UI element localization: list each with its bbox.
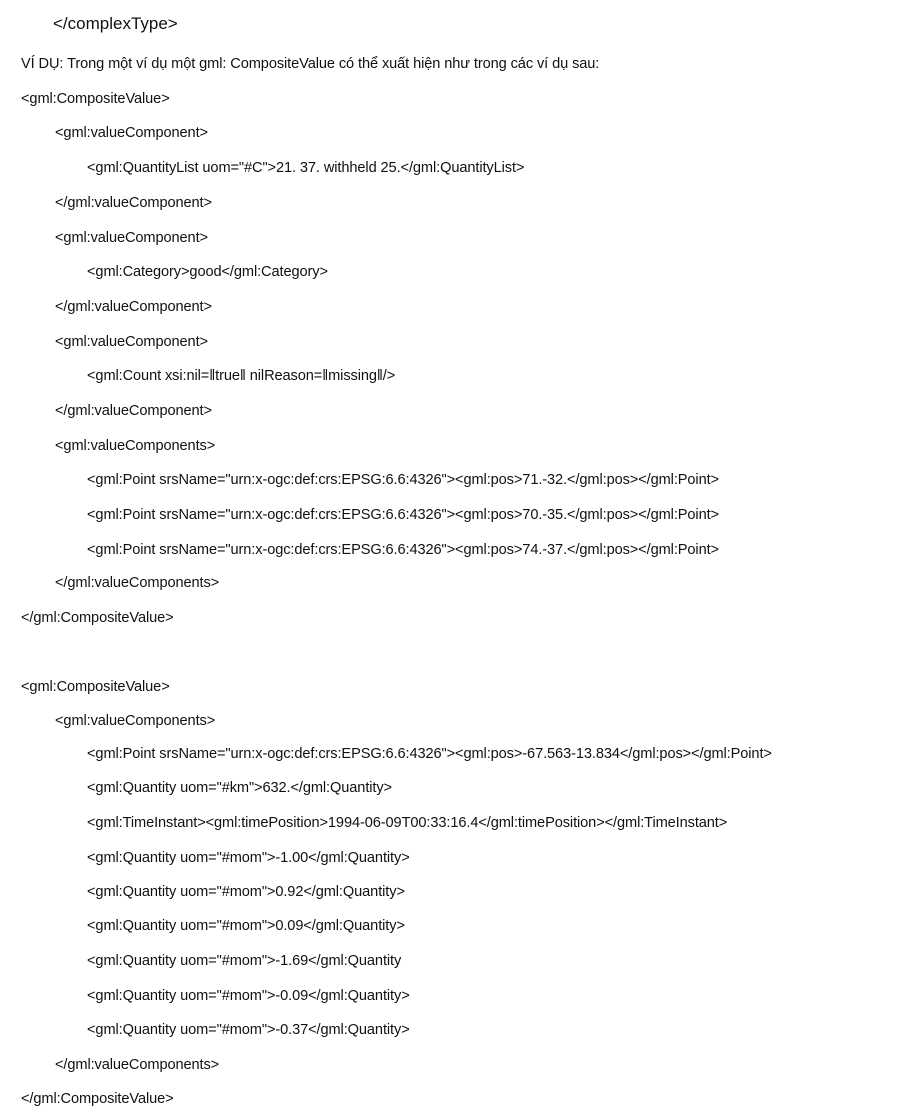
code-line: <gml:valueComponents>	[55, 713, 216, 729]
code-line: <gml:Quantity uom="#mom">-1.69</gml:Quantity	[87, 953, 402, 969]
example-intro-text: VÍ DỤ: Trong một ví dụ một gml: CompositeValue có thể xuất hiện như trong các ví dụ sau:	[21, 56, 600, 72]
code-line: <gml:valueComponent>	[55, 334, 208, 350]
code-line: </gml:valueComponents>	[55, 1057, 220, 1073]
code-line: </gml:valueComponents>	[55, 575, 220, 591]
code-line: <gml:valueComponent>	[55, 125, 208, 141]
code-line: <gml:Quantity uom="#mom">-1.00</gml:Quantity>	[87, 850, 410, 866]
code-line: <gml:Category>good</gml:Category>	[87, 264, 328, 280]
code-line: <gml:Quantity uom="#mom">0.92</gml:Quantity>	[87, 884, 405, 900]
code-line: <gml:TimeInstant><gml:timePosition>1994-06-09T00:33:16.4</gml:timePosition></gml:TimeInstant>	[87, 815, 728, 831]
code-line: <gml:Quantity uom="#mom">0.09</gml:Quantity>	[87, 918, 405, 934]
code-line: <gml:Quantity uom="#mom">-0.37</gml:Quantity>	[87, 1022, 410, 1038]
code-line: <gml:Point srsName="urn:x-ogc:def:crs:EPSG:6.6:4326"><gml:pos>71.-32.</gml:pos></gml:Point>	[87, 472, 719, 488]
code-line: </gml:CompositeValue>	[21, 1091, 174, 1107]
code-line: <gml:QuantityList uom="#C">21. 37. withheld 25.</gml:QuantityList>	[87, 160, 525, 176]
code-line: <gml:CompositeValue>	[21, 91, 170, 107]
code-line: <gml:Quantity uom="#mom">-0.09</gml:Quantity>	[87, 988, 410, 1004]
code-line: </gml:valueComponent>	[55, 299, 212, 315]
code-line: </gml:valueComponent>	[55, 403, 212, 419]
code-line: </gml:CompositeValue>	[21, 610, 174, 626]
code-line: <gml:Point srsName="urn:x-ogc:def:crs:EPSG:6.6:4326"><gml:pos>-67.563-13.834</gml:pos></gml:Point>	[87, 746, 772, 762]
code-line: <gml:CompositeValue>	[21, 679, 170, 695]
code-line-complex-type-close: </complexType>	[53, 14, 178, 33]
code-line: <gml:Quantity uom="#km">632.</gml:Quantity>	[87, 780, 392, 796]
code-line: <gml:Count xsi:nil=‖true‖ nilReason=‖missing‖/>	[87, 368, 396, 384]
code-line: <gml:Point srsName="urn:x-ogc:def:crs:EPSG:6.6:4326"><gml:pos>74.-37.</gml:pos></gml:Point>	[87, 542, 719, 558]
code-line: <gml:valueComponent>	[55, 230, 208, 246]
code-line: </gml:valueComponent>	[55, 195, 212, 211]
code-line: <gml:Point srsName="urn:x-ogc:def:crs:EPSG:6.6:4326"><gml:pos>70.-35.</gml:pos></gml:Point>	[87, 507, 719, 523]
code-line: <gml:valueComponents>	[55, 438, 216, 454]
